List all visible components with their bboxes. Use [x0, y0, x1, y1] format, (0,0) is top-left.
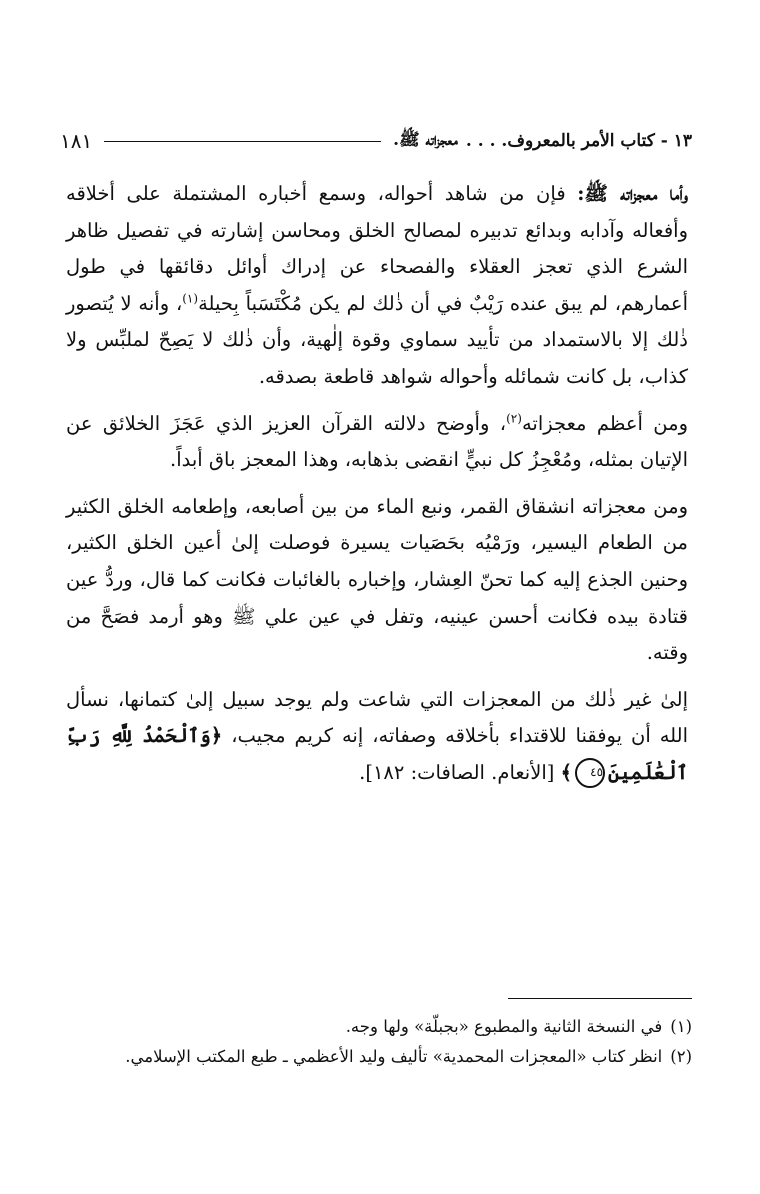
footnote-number: (١): [670, 1017, 692, 1036]
footnote-1: [66, 1012, 692, 1042]
paragraph-4: [66, 682, 688, 792]
main-text: [66, 176, 688, 802]
footnote-text: انظر كتاب «المعجزات المحمدية» تأليف وليد الأعظمي ـ طبع المكتب الإسلامي.: [125, 1047, 663, 1066]
footnote-ref-2[interactable]: (٢): [506, 411, 522, 426]
ayah-number-mark: ٤٥: [575, 758, 605, 788]
footnotes: [66, 1012, 692, 1072]
paragraph-3: ومن معجزاته انشقاق القمر، ونبع الماء من بين أصابعه، وإطعامه الخلق الكثير من الطعام اليسير، ورَمْيُه بحَصَيات يسيرة فوصلت إلىٰ أعين الخلق الكثير، وحنين الجذع إليه كما تحنّ العِشار، وإخباره بالغائبات فكانت كما قال، وردُّ عين قتادة بيده فكانت أحسن عينيه، وتفل في عين علي ﷺ وهو أرمد فصَحَّ من وقته.: [66, 494, 688, 665]
quran-close-bracket: ﴾: [560, 760, 573, 784]
paragraph-lead: وأما معجزاته ﷺ:: [577, 182, 688, 205]
header-rule: [104, 141, 381, 142]
running-header: [60, 124, 692, 158]
quran-verse: ﴿وَٱلْحَمْدُ لِلَّهِ رَبِّ ٱلْعَٰلَمِينَ: [66, 724, 688, 784]
footnote-text: في النسخة الثانية والمطبوع «بجبلّة» ولها وجه.: [345, 1017, 663, 1036]
paragraph-2: [66, 406, 688, 479]
chapter-title: ١٣ - كتاب الأمر بالمعروف. . . .: [465, 131, 692, 151]
paragraph-text: ومن أعظم معجزاته: [521, 411, 688, 435]
footnote-ref-1[interactable]: (١): [182, 291, 199, 306]
verse-citation: [الأنعام. الصافات: ١٨٢].: [359, 760, 561, 784]
footnote-separator: [508, 998, 692, 999]
footnote-2: [66, 1042, 692, 1072]
section-title: معجزاته ﷺ.: [393, 129, 458, 150]
page-number: ١٨١: [60, 129, 93, 153]
paragraph-1: [66, 176, 688, 396]
paragraph-text: فإن من شاهد أحواله، وسمع أخباره المشتملة على أخلاقه وأفعاله وآدابه وبدائع تدبيره لمصالح الخلق ومحاسن إشارته في تفصيل ظاهر الشرع الذي تعجز العقلاء والفصحاء عن إدراك أوائل دقائقها في طول أعمارهم، لم يبق عنده رَيْبٌ في أن ذٰلك لم يكن مُكْتَسَباً بِحيلة: [66, 182, 688, 315]
paragraph-text: إلىٰ غير ذٰلك من المعجزات التي شاعت ولم يوجد سبيل إلىٰ كتمانها، نسأل الله أن يوفقنا للاقتداء بأخلاقه وصفاته، إنه كريم مجيب،: [66, 687, 688, 748]
footnote-number: (٢): [670, 1047, 692, 1066]
paragraph-text: ، وأوضح دلالته القرآن العزيز الذي عَجَزَ الخلائق عن الإتيان بمثله، ومُعْجِزُ كل نبيٍّ انقضى بذهابه، وهذا المعجز باق أبداً.: [66, 411, 688, 472]
paragraph-text: ، وأنه لا يُتصور ذٰلك إلا بالاستمداد من تأييد سماوي وقوة إلٰهية، وأن ذٰلك لا يَصِحّ لملبِّس ولا كذاب، بل كانت شمائله وأحواله شواهد قاطعة بصدقه.: [66, 291, 688, 388]
